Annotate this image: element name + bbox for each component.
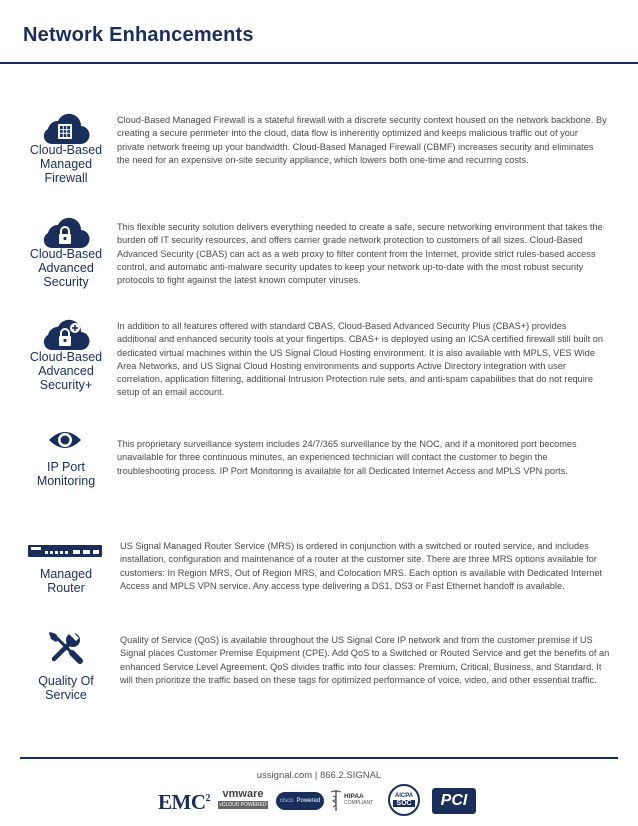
section-title-advanced-security-plus: Cloud-Based Advanced Security+ xyxy=(29,350,103,392)
aicpa-soc-logo: AICPA SOC xyxy=(388,784,420,816)
section-text-managed-firewall: Cloud-Based Managed Firewall is a stateful firewall with a discrete security context housed on the network backbone. By creating a secure perimeter into the cloud, data flow is inherently optimized and keeps malicious traffic out of your private network freeing up your bandwidth. Cloud-Based Managed Firewall (CBMF) increases security and eliminates the need for an expensive on-site security appliance, which lowers both one-time and recurring costs. xyxy=(117,115,607,165)
section-title-advanced-security: Cloud-Based Advanced Security xyxy=(29,247,103,289)
caduceus-icon xyxy=(330,788,342,812)
cloud-lock-plus-icon xyxy=(0,318,130,354)
eye-icon xyxy=(0,424,130,460)
section-text-advanced-security: This flexible security solution delivers everything needed to create a safe, secure networking environment that takes the burden off IT security resources, and offers carrier grade network protection to customers of all sizes. Cloud-Based Advanced Security (CBAS) can act as a web proxy to filter content from the Internet, provide strict rules-based access control, and automatic anti-malware security updates to keep your network up-to-date with the most robust security protocols to fight against the latest known computer viruses. xyxy=(117,222,603,286)
emc-logo: EMC$^2$ xyxy=(158,790,210,814)
section-text-managed-router: US Signal Managed Router Service (MRS) is ordered in conjunction with a switched or routed service, and includes installation, configuration and maintenance of a router at the customer site. There are three MRS options available for customers: In Region MRS, Out of Region MRS, and Colocation MRS. Each option is available with Dedicated Internet Access and MPLS VPN service. Any access type delivering a DS1, DS3 or Fast Ethernet handoff is available. xyxy=(120,541,603,591)
section-title-managed-firewall: Cloud-Based Managed Firewall xyxy=(29,143,103,185)
wrench-screwdriver-icon xyxy=(0,628,130,664)
cisco-powered-logo: cisco Powered xyxy=(276,792,324,810)
partner-logos xyxy=(150,784,490,818)
title-divider xyxy=(0,62,638,64)
section-text-quality-of-service: Quality of Service (QoS) is available throughout the US Signal Core IP network and from the customer premise if US Signal places Customer Premise Equipment (CPE). Add QoS to a Switched or Routed Service and get the benefits of an enhanced Service Level Agreement. QoS divides traffic into four classes: Premium, Critical, Business, and Standard. It will then prioritize the traffic based on these tags for optimized performance of voice, video, and other essential traffic. xyxy=(120,635,610,685)
section-title-managed-router: Managed Router xyxy=(39,567,93,595)
section-title-quality-of-service: Quality Of Service xyxy=(38,674,94,702)
hipaa-logo: HIPAA COMPLIANT xyxy=(330,788,380,812)
footer-divider xyxy=(20,757,618,759)
section-text-ip-port-monitoring: This proprietary surveillance system includes 24/7/365 surveillance by the NOC, and if a monitored port becomes unavailable for three continuous minutes, an experienced technician will contact the customer to begin the troubleshooting process. IP Port Monitoring is available for all Dedicated Internet Access and MPLS VPN ports. xyxy=(117,439,577,476)
page-title: Network Enhancements xyxy=(23,24,254,46)
section-title-ip-port-monitoring: IP Port Monitoring xyxy=(36,460,96,488)
pci-logo: PCI xyxy=(432,788,476,814)
vmware-logo: vmware vCLOUD POWERED xyxy=(219,788,267,808)
footer-contact: ussignal.com | 866.2.SIGNAL xyxy=(256,770,382,781)
section-text-advanced-security-plus: In addition to all features offered with standard CBAS, Cloud-Based Advanced Security Plus (CBAS+) provides additional and enhanced security tools at your fingertips. CBAS+ is deployed using an ICSA certified firewall still built on dedicated virtual machines within the US Signal Cloud Hosting environment. It is also available with MPLS, VES Wide Area Networks, and US Signal Cloud Hosting environments and supports Active Directory integration with user correlation, application filtering, additional Intrusion Protection rule sets, and anti-spam capabilities that do not require setup of an email account. xyxy=(117,321,603,398)
